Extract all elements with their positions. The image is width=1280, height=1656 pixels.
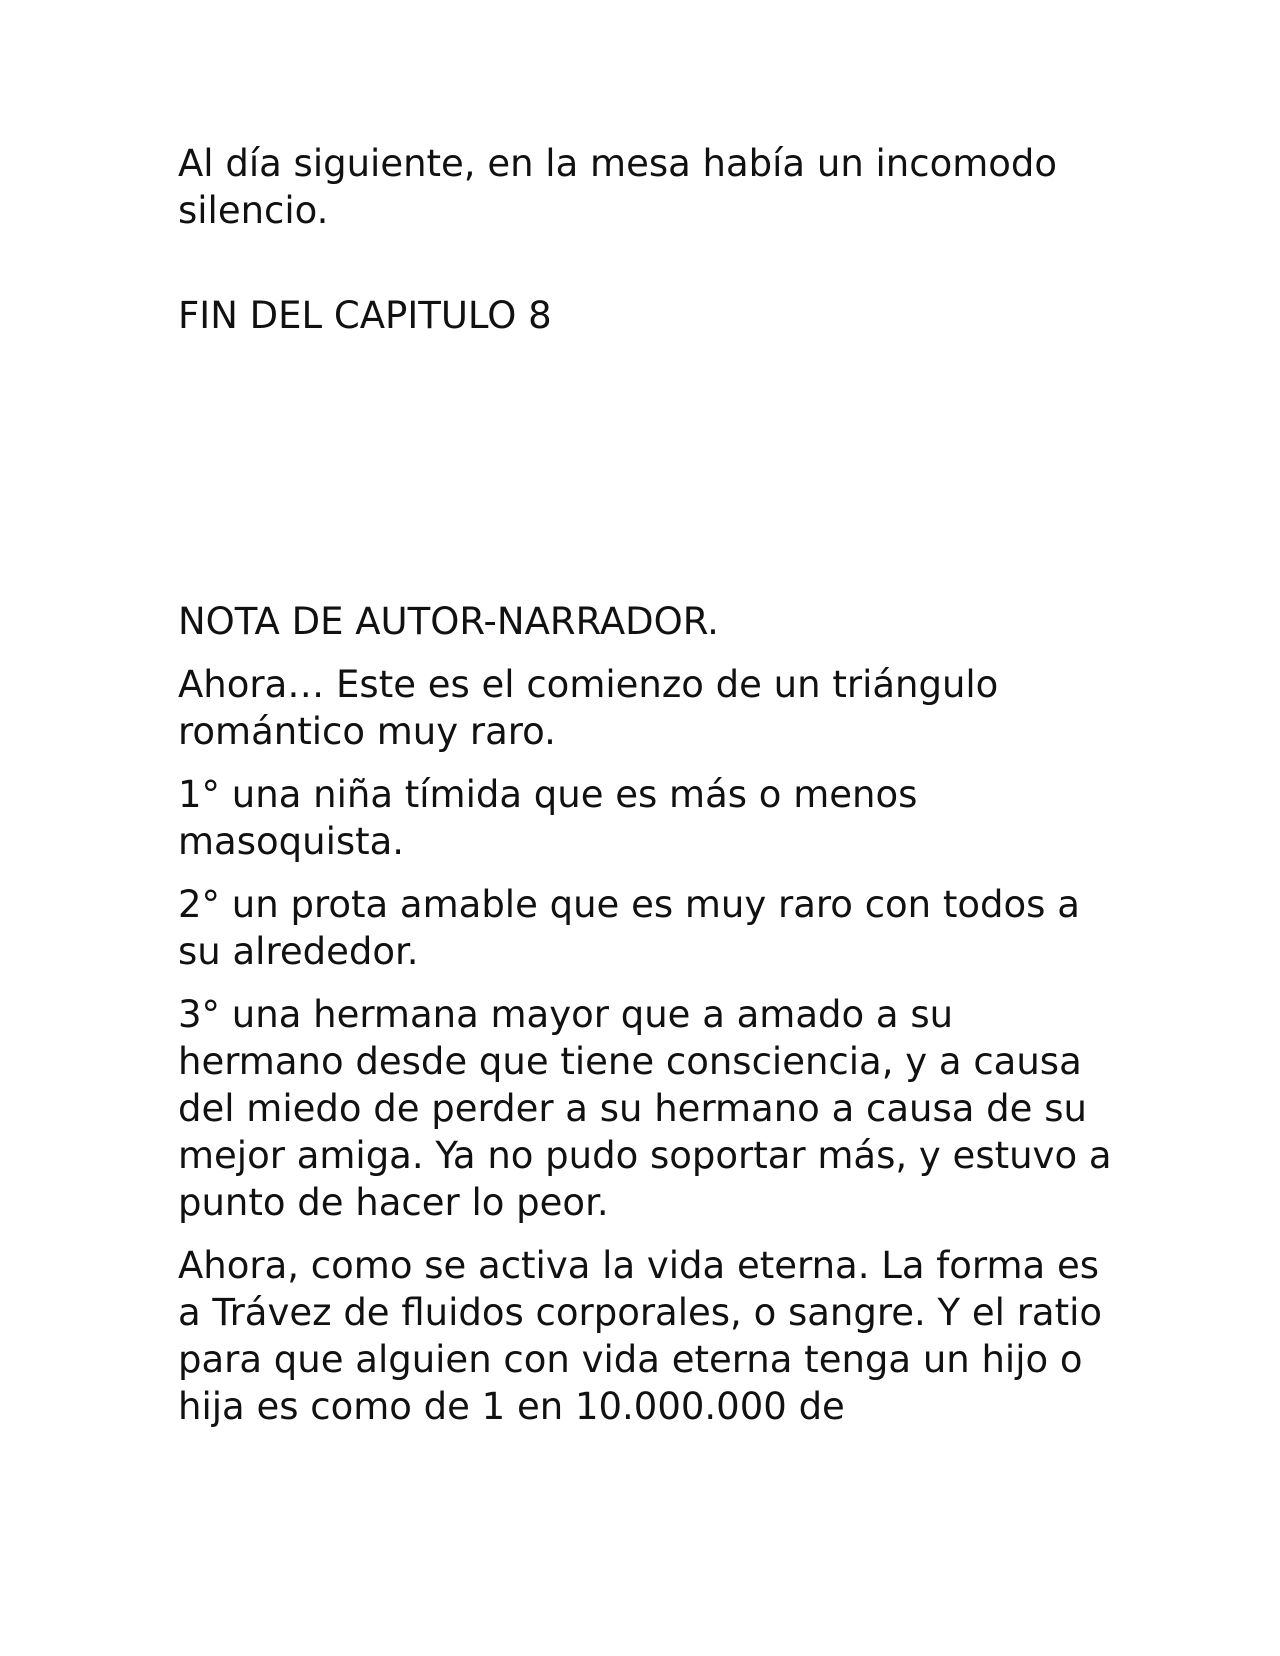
document-body bbox=[178, 140, 1118, 1446]
chapter-end-heading: FIN DEL CAPITULO 8 bbox=[178, 294, 552, 337]
paragraph-eternal-life: Ahora, como se activa la vida eterna. La forma es a Trávez de fluidos corporales, o sangre. Y el ratio para que alguien con vida eterna tenga un hijo o hija es como de 1 en 10.000.000 de bbox=[178, 1244, 1103, 1428]
author-note-heading: NOTA DE AUTOR-NARRADOR. bbox=[178, 600, 719, 643]
list-item-point-3: 3° una hermana mayor que a amado a su hermano desde que tiene consciencia, y a causa del miedo de perder a su hermano a causa de su mejor amiga. Ya no pudo soportar más, y estuvo a punto de hacer lo peor. bbox=[178, 993, 1112, 1224]
paragraph-triangle: Ahora… Este es el comienzo de un triángulo romántico muy raro. bbox=[178, 663, 999, 753]
list-item-point-2: 2° un prota amable que es muy raro con todos a su alrededor. bbox=[178, 883, 1080, 973]
list-item-point-1: 1° una niña tímida que es más o menos masoquista. bbox=[178, 773, 918, 863]
paragraph-intro: Al día siguiente, en la mesa había un incomodo silencio. bbox=[178, 142, 1058, 232]
